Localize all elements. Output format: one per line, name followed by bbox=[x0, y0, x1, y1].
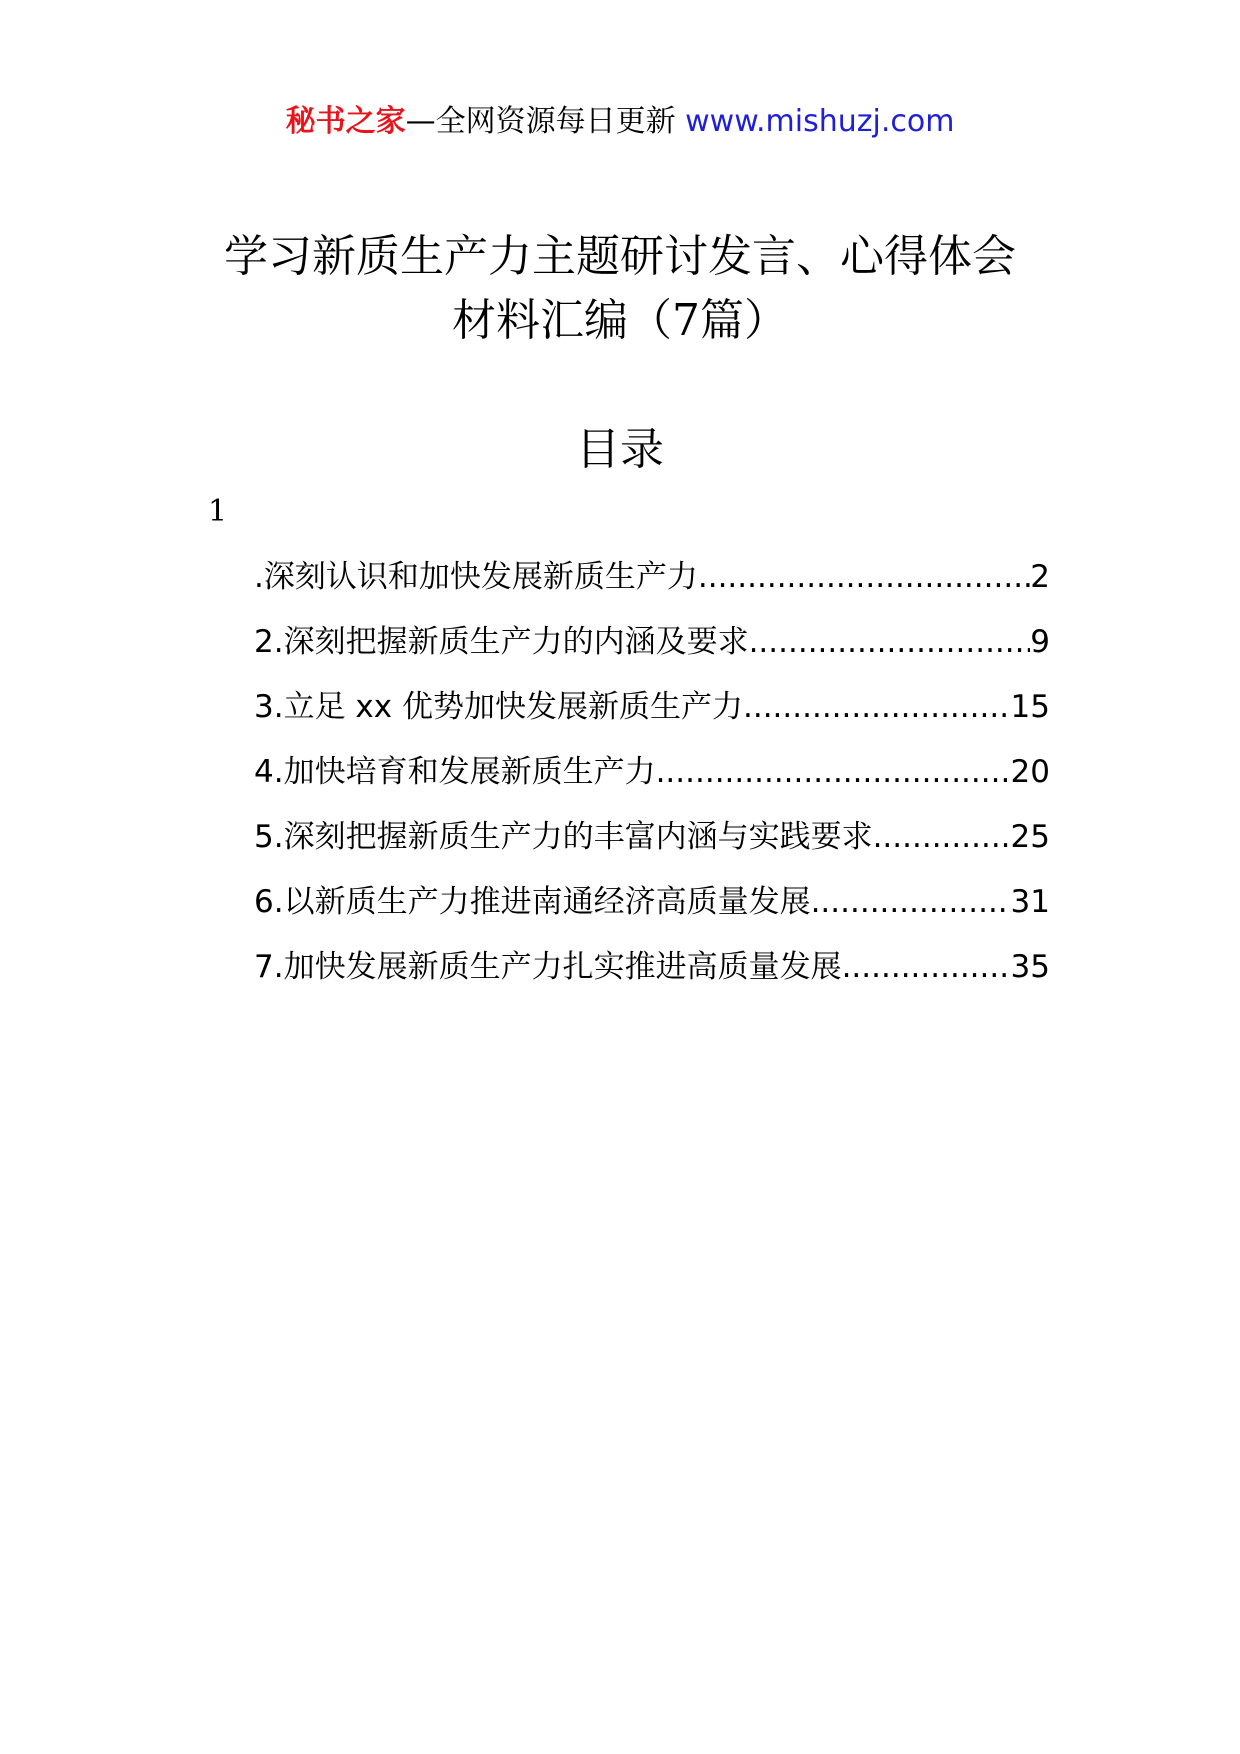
title-line-2-suffix: 篇） bbox=[700, 295, 788, 346]
title-article-count: 7 bbox=[672, 295, 700, 346]
toc-entry-label: 2.深刻把握新质生产力的内涵及要求 bbox=[254, 624, 749, 660]
toc-entry-page: 20 bbox=[1010, 754, 1050, 790]
toc-index-number: 1 bbox=[208, 494, 228, 529]
toc-entry-label: 7.加快发展新质生产力扎实推进高质量发展 bbox=[254, 949, 842, 985]
toc-entry-label: 3.立足 xx 优势加快发展新质生产力 bbox=[254, 689, 743, 725]
toc-entry-page: 25 bbox=[1010, 819, 1050, 855]
site-tagline: —全网资源每日更新 bbox=[405, 104, 676, 139]
document-title bbox=[0, 225, 1240, 353]
title-line-1: 学习新质生产力主题研讨发言、心得体会 bbox=[224, 231, 1016, 282]
toc-dot-leader bbox=[698, 557, 1030, 597]
toc-entry[interactable] bbox=[254, 752, 1050, 817]
toc-entry[interactable] bbox=[254, 882, 1050, 947]
toc-entry-page: 31 bbox=[1010, 884, 1050, 920]
toc-heading: 目录 bbox=[576, 424, 664, 475]
toc-entry-page: 2 bbox=[1030, 559, 1050, 595]
toc-entry-page: 35 bbox=[1010, 949, 1050, 985]
toc-entry-page: 15 bbox=[1010, 689, 1050, 725]
table-of-contents bbox=[254, 557, 1050, 1012]
toc-entry-label: 6.以新质生产力推进南通经济高质量发展 bbox=[254, 884, 811, 920]
toc-entry[interactable] bbox=[254, 687, 1050, 752]
toc-entry[interactable] bbox=[254, 817, 1050, 882]
toc-entry[interactable] bbox=[254, 622, 1050, 687]
title-line-2 bbox=[0, 289, 1240, 353]
toc-dot-leader bbox=[749, 622, 1031, 662]
title-line-2-prefix: 材料汇编（ bbox=[452, 295, 672, 346]
site-brand: 秘书之家 bbox=[285, 104, 406, 139]
toc-dot-leader bbox=[811, 882, 1011, 922]
toc-entry-page: 9 bbox=[1030, 624, 1050, 660]
site-url-link[interactable]: www.mishuzj.com bbox=[685, 104, 955, 139]
toc-dot-leader bbox=[873, 817, 1011, 857]
toc-entry[interactable] bbox=[254, 557, 1050, 622]
toc-dot-leader bbox=[743, 687, 1011, 727]
toc-entry-label: 5.深刻把握新质生产力的丰富内涵与实践要求 bbox=[254, 819, 873, 855]
toc-entry-label: .深刻认识和加快发展新质生产力 bbox=[254, 559, 698, 595]
site-header bbox=[0, 100, 1240, 144]
toc-entry-label: 4.加快培育和发展新质生产力 bbox=[254, 754, 656, 790]
toc-dot-leader bbox=[656, 752, 1011, 792]
toc-dot-leader bbox=[842, 947, 1011, 987]
toc-entry[interactable] bbox=[254, 947, 1050, 1012]
